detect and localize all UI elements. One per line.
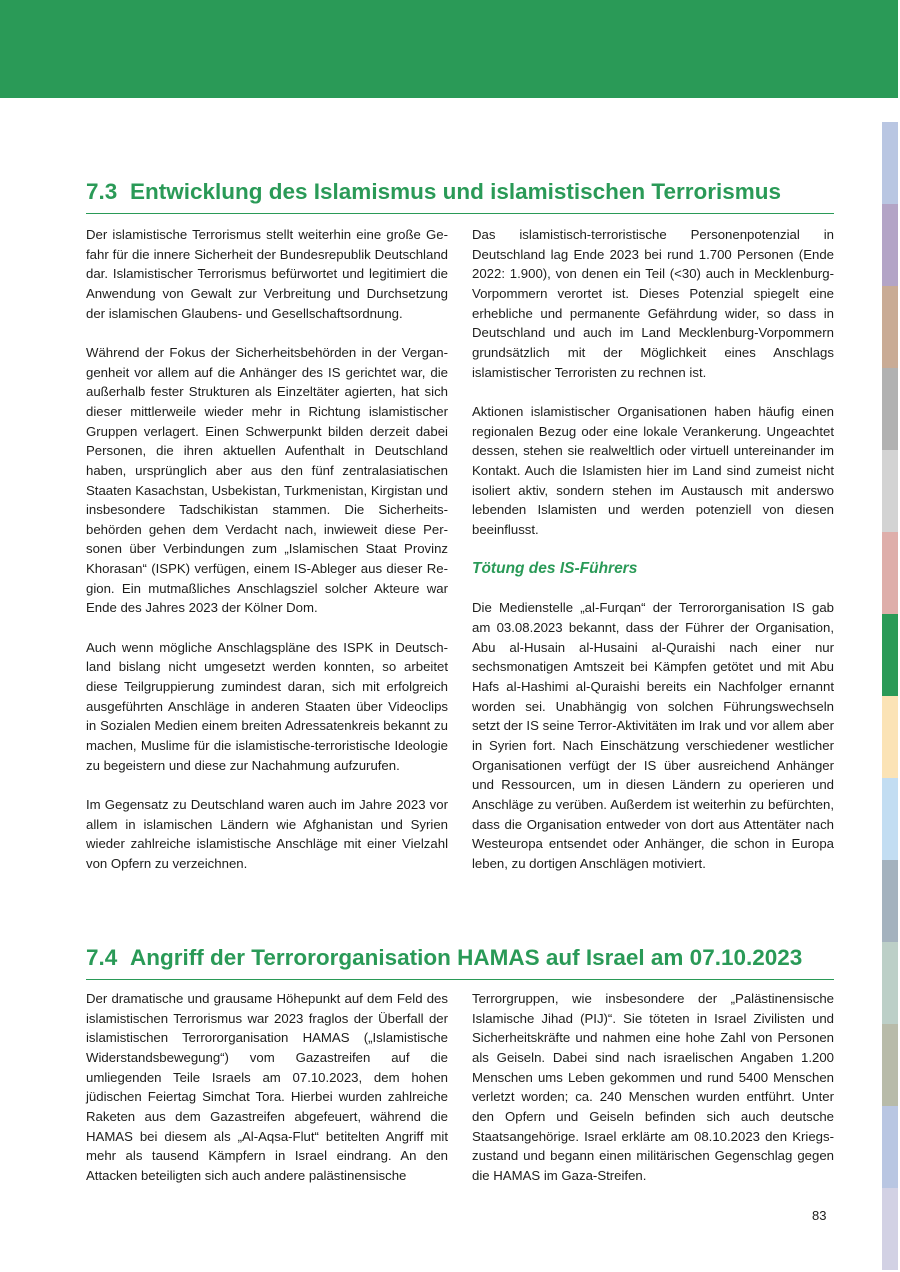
paragraph: Im Gegensatz zu Deutschland waren auch im Jahre 2023 vor allem in islamischen Ländern wie Afghanistan und Syrien wieder zahlreiche islamistische Anschläge mit einer Vielzahl von Opfern zu verzeichnen. [86, 796, 448, 871]
chapter-tab-strip [882, 122, 898, 1270]
chapter-tab[interactable] [882, 286, 898, 368]
chapter-tab[interactable] [882, 860, 898, 942]
subheading: Tötung des IS-Führers [472, 560, 638, 578]
section-7-4-right-column [472, 989, 834, 1186]
chapter-tab[interactable] [882, 368, 898, 450]
paragraph: Aktionen islamistischer Organisationen haben häufig einen regionalen Bezug oder eine lokale Verankerung. Ungeachtet dessen, stehen sie realweltlich oder virtuell untereinander im Kontakt. Auch die Islamisten hier im Land sind zumeist nicht isoliert aktiv, sondern stehen im Austausch mit anderswo lebenden Islamisten und werden potenziell von diesen beeinflusst. [472, 403, 834, 537]
section-7-4-heading [86, 944, 834, 980]
paragraph: Terrorgruppen, wie insbesondere der „Palästinensische Islamische Jihad (PIJ)“. Sie töteten in Israel Zivilisten und Sicherheitskräfte und nahmen eine hohe Zahl von Personen als Geiseln. Dabei sind nach israelischen Angaben 1.200 Menschen ums Leben gekommen und rund 5400 Menschen verletzt worden; ca. 240 Menschen wurden entführt. Unter den Opfern und Geiseln befinden sich auch deutsche Staatsangehörige. Israel erklärte am 08.10.2023 den Kriegszustand und begann einen militärischen Gegenschlag gegen die HAMAS im Gaza-Streifen. [472, 991, 834, 1183]
section-title: Angriff der Terrororganisation HAMAS auf Israel am 07.10.2023 [130, 945, 803, 970]
section-7-4-left-column [86, 989, 448, 1186]
chapter-tab[interactable] [882, 532, 898, 614]
section-7-3-right-column [472, 225, 834, 874]
chapter-tab[interactable] [882, 1024, 898, 1106]
chapter-tab[interactable] [882, 122, 898, 204]
section-number: 7.3 [86, 179, 118, 204]
chapter-tab[interactable] [882, 778, 898, 860]
chapter-tab[interactable] [882, 450, 898, 532]
chapter-tab[interactable] [882, 696, 898, 778]
header-band [0, 0, 898, 98]
chapter-tab[interactable] [882, 204, 898, 286]
paragraph: Während der Fokus der Sicherheitsbehörden in der Vergangenheit vor allem auf die Anhänger des IS gerichtet war, die außerhalb fester Strukturen als Einzeltäter agierten, hat sich dieser mittlerweile wieder mehr in Richtung islamistischer Gruppen verlagert. Einen Schwerpunkt bilden derzeit dabei Personen, die ihren aktuellen Aufenthalt in Deutschland haben, ursprünglich aber aus den fünf zentralasiatischen Staaten Kasachstan, Usbekistan, Turkmenistan, Kirgistan und insbesondere Tadschikistan stammen. Die Sicherheitsbehörden gehen dem Verdacht nach, inwieweit diese Personen über Verbindungen zum „Islamischen Staat Provinz Khorasan“ (ISPK) verfügen, einem IS-Ableger aus dieser Region. Ein mutmaßliches Anschlagsziel solcher Akteure war Ende des Jahres 2023 der Kölner Dom. [86, 344, 448, 616]
paragraph: Auch wenn mögliche Anschlagspläne des ISPK in Deutschland bislang nicht umgesetzt werden konnten, so arbeitet diese Teilgruppierung zumindest daran, sich mit erfolgreich ausgeführten Anschläge in anderen Staaten über Videoclips in Sozialen Medien einem breiten Adressatenkreis bekannt zu machen, Muslime für die islamistische-terroristische Ideologie zu begeistern und diese zur Nachahmung aufzurufen. [86, 639, 448, 773]
paragraph: Der islamistische Terrorismus stellt weiterhin eine große Gefahr für die innere Sicherheit der Bundesrepublik Deutschland dar. Islamistischer Terrorismus befürwortet und legitimiert die Anwendung von Gewalt zur Verbreitung und Durchsetzung der islamischen Glaubens- und Gesellschaftsordnung. [86, 227, 448, 321]
section-7-3-left-column [86, 225, 448, 874]
section-7-3-heading [86, 178, 834, 214]
section-title: Entwicklung des Islamismus und islamistischen Terrorismus [130, 179, 782, 204]
page-number: 83 [812, 1208, 827, 1223]
paragraph: Die Medienstelle „al-Furqan“ der Terrororganisation IS gab am 03.08.2023 bekannt, dass der Führer der Organisation, Abu al-Husain al-Husaini al-Quraishi nach einer nur sechsmonatigen Amtszeit bei Kämpfen getötet und mit Abu Hafs al-Hashimi al-Quraishi bereits ein Nachfolger ernannt worden sei. Unabhängig von solchen Führungswechseln setzt der IS seine Terror-Aktivitäten im Irak und vor allem aber in Syrien fort. Nach Einschätzung verschiedener westlicher Organisationen verfügt der IS über ausreichend Anhänger und Ressourcen, um in diesen Ländern zu operieren und Anschläge zu verüben. Außerdem ist weiterhin zu befürchten, dass die Organisation entweder von dort aus Attentäter nach Westeuropa entsendet oder Anhänger, die schon in Europa leben, zu dortigen Anschlägen motiviert. [472, 600, 834, 871]
section-number: 7.4 [86, 945, 118, 970]
chapter-tab[interactable] [882, 1106, 898, 1188]
chapter-tab[interactable] [882, 942, 898, 1024]
chapter-tab-active[interactable] [882, 614, 898, 696]
chapter-tab[interactable] [882, 1188, 898, 1270]
paragraph: Das islamistisch-terroristische Personenpotenzial in Deutschland lag Ende 2023 bei rund 1.700 Personen (Ende 2022: 1.900), von denen ein Teil (<30) auch in Mecklenburg-Vorpommern verortet ist. Dieses Potenzial spiegelt eine erhebliche und permanente Gefährdung wider, so dass in Deutschland und auch im Land Mecklenburg-Vorpommern grundsätzlich mit der Möglichkeit eines Anschlags islamistischer Terroristen zu rechnen ist. [472, 227, 834, 380]
paragraph: Der dramatische und grausame Höhepunkt auf dem Feld des islamistischen Terrorismus war 2023 fraglos der Überfall der islamistischen Terrororganisation HAMAS („Islamistische Widerstandsbewegung“) vom Gazastreifen auf die umliegenden Teile Israels am 07.10.2023, dem hohen jüdischen Feiertag Simchat Tora. Hierbei wurden zahlreiche Raketen aus dem Gazastreifen abgefeuert, während die HAMAS bei diesem als „Al-Aqsa-Flut“ betitelten Angriff mit mehr als tausend Kämpfern in Israel eindrang. An den Attacken beteiligten sich auch andere palästinensische [86, 991, 448, 1183]
